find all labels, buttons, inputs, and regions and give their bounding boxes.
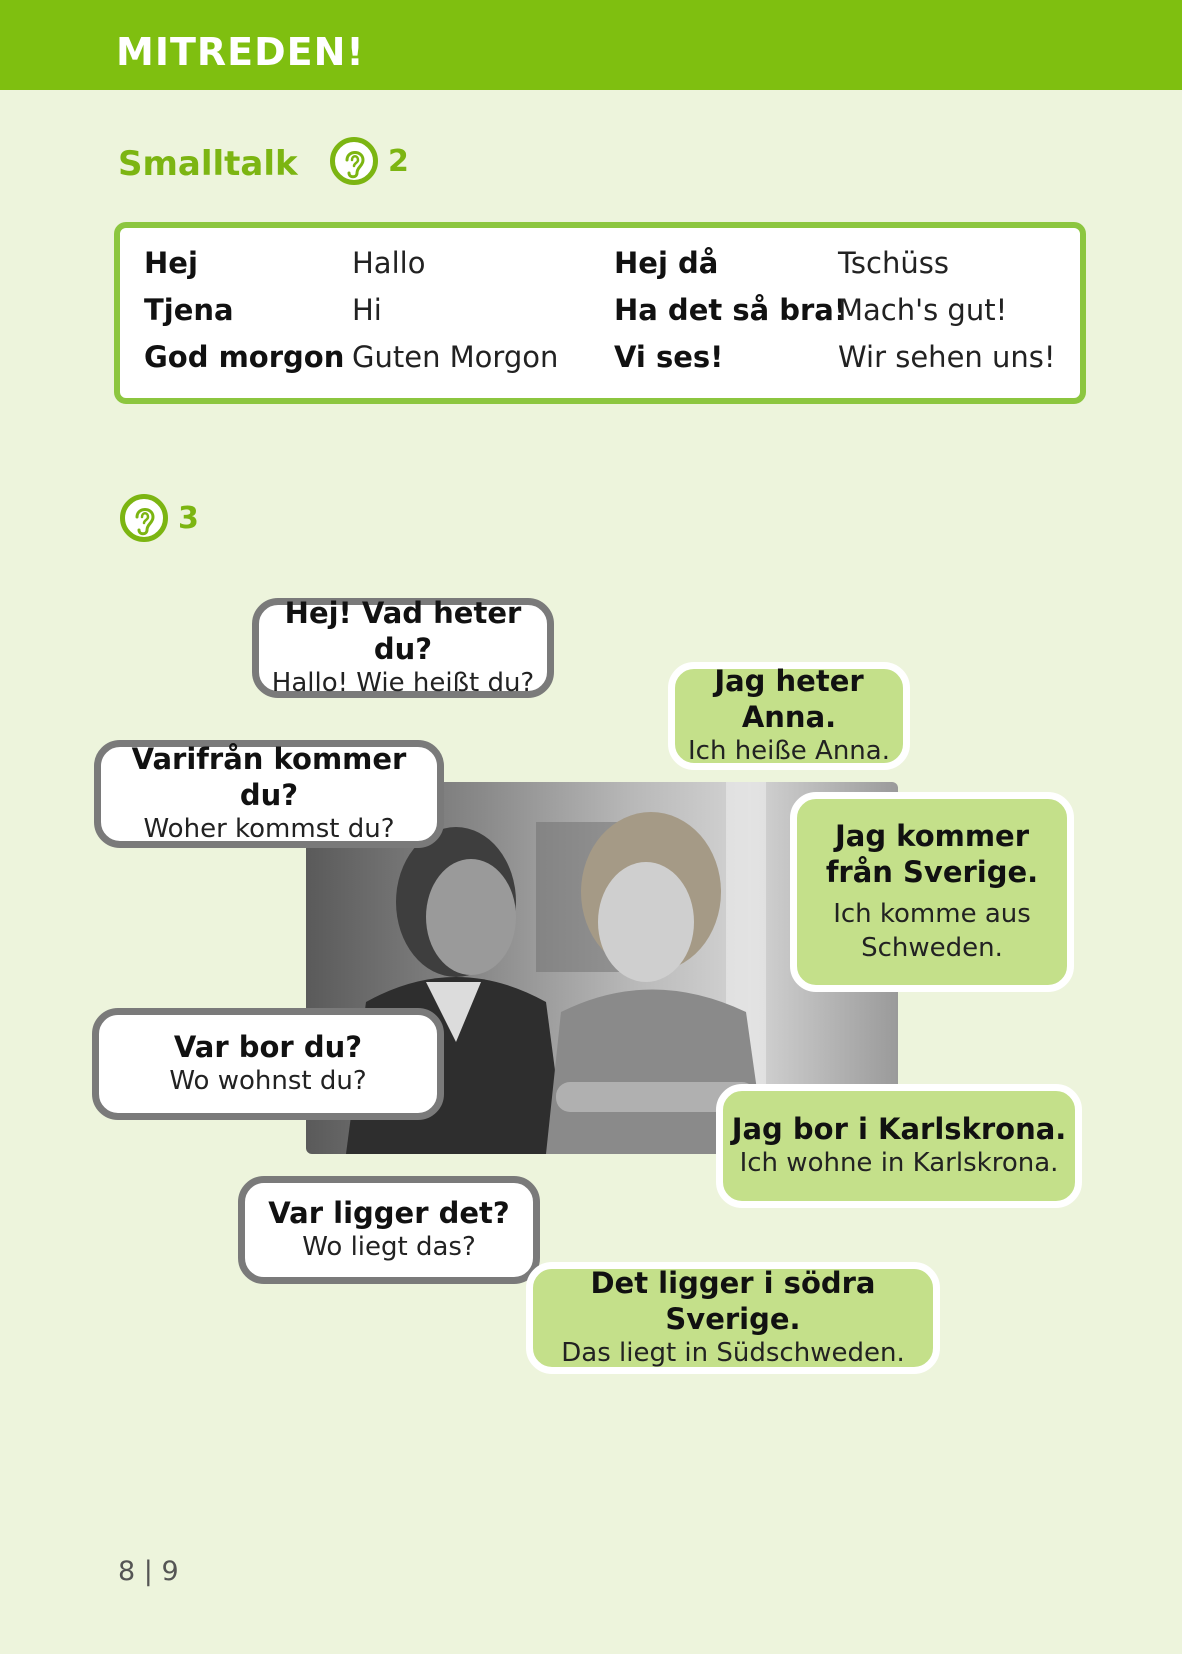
speech-bubble (92, 1008, 444, 1120)
speech-bubble (668, 662, 910, 770)
bubble-german-text: Das liegt in Südschweden. (561, 1338, 905, 1369)
speech-bubble (94, 740, 444, 848)
bubble-swedish-text: Hej! Vad heter du? (284, 595, 522, 667)
bubble-german-text: Ich heiße Anna. (688, 736, 890, 767)
page-header (0, 0, 1182, 90)
vocab-de: Mach's gut! (838, 293, 1008, 327)
vocab-sv: Vi ses! (614, 340, 724, 374)
section-title: Smalltalk (118, 144, 298, 184)
vocab-sv: Ha det så bra! (614, 293, 848, 327)
audio-track-2[interactable] (330, 137, 409, 185)
header-title: MITREDEN! (116, 30, 365, 74)
vocab-box (114, 222, 1086, 404)
vocab-de: Tschüss (838, 246, 949, 280)
speech-bubble (716, 1084, 1082, 1208)
speech-bubble (790, 792, 1074, 992)
audio-track-number: 3 (178, 500, 199, 536)
ear-icon (330, 137, 378, 185)
vocab-sv: Hej (144, 246, 198, 280)
bubble-german-text: Ich wohne in Karlskrona. (739, 1148, 1059, 1179)
bubble-german-text: Hallo! Wie heißt du? (271, 668, 535, 699)
bubble-german-text: Ich komme aus Schweden. (833, 899, 1031, 964)
bubble-swedish-text: Varifrån kommer du? (131, 741, 407, 813)
vocab-sv: Tjena (144, 293, 234, 327)
bubble-german-text: Woher kommst du? (143, 814, 395, 845)
speech-bubble (238, 1176, 540, 1284)
bubble-swedish-text: Var ligger det? (268, 1195, 510, 1230)
vocab-sv: Hej då (614, 246, 719, 280)
bubble-german-text: Wo wohnst du? (169, 1066, 367, 1097)
speech-bubble (252, 595, 554, 699)
audio-track-number: 2 (388, 143, 409, 179)
vocab-sv: God morgon (144, 340, 345, 374)
bubble-swedish-text: Det ligger i södra Sverige. (590, 1265, 876, 1337)
bubble-german-text: Wo liegt das? (302, 1232, 476, 1263)
vocab-de: Guten Morgon (352, 340, 559, 374)
vocab-de: Hi (352, 293, 382, 327)
vocab-de: Hallo (352, 246, 426, 280)
bubble-swedish-text: Jag kommer från Sverige. (825, 818, 1039, 890)
bubble-swedish-text: Jag heter Anna. (714, 663, 864, 735)
page-numbers: 8 | 9 (118, 1556, 179, 1587)
ear-icon (120, 494, 168, 542)
vocab-de: Wir sehen uns! (838, 340, 1056, 374)
bubble-swedish-text: Var bor du? (173, 1029, 363, 1064)
audio-track-3[interactable] (120, 494, 199, 542)
bubble-swedish-text: Jag bor i Karlskrona. (731, 1111, 1067, 1146)
speech-bubble (526, 1262, 940, 1374)
